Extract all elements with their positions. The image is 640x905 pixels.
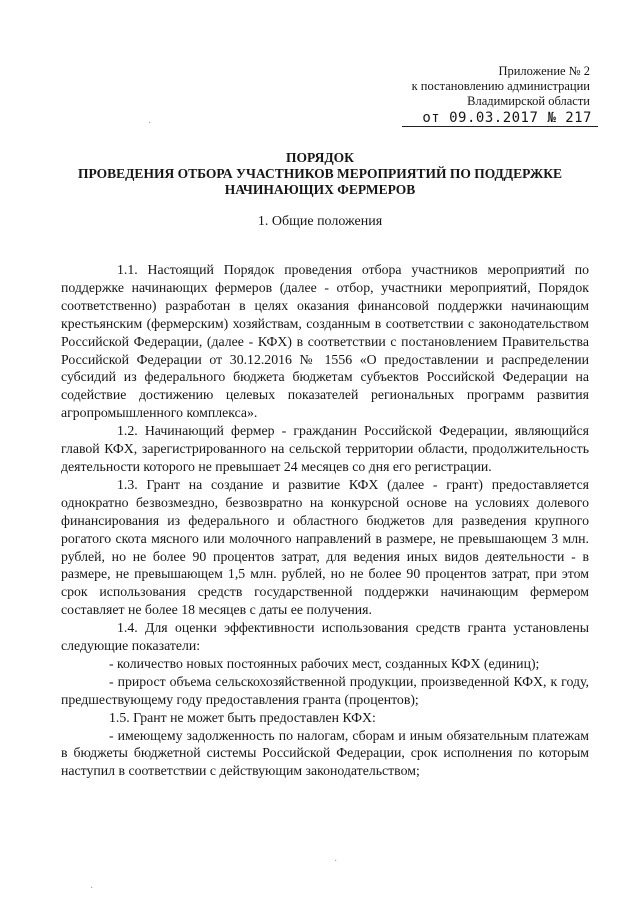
paragraph-1-3: 1.3. Грант на создание и развитие КФХ (далее - грант) предоставляется однократно безвозмездно, безвозвратно на конкурсной основе на условиях долевого финансирования из федерального и областного бюджетов для разведения крупного рогатого скота мясного или молочного направлений в размере, не превышающем 3 млн. рублей, но не более 90 процентов затрат, для ведения иных видов деятельности - в размере, не превышающем 1,5 млн. рублей, но не более 90 процентов затрат, при этом срок использования средств государственной поддержки начинающим фермером составляет не более 18 месяцев с даты ее получения. — [61, 476, 589, 618]
paragraph-1-1: 1.1. Настоящий Порядок проведения отбора участников мероприятий по поддержке начинающих фермеров (далее - отбор, участники мероприятий, Порядок соответственно) разработан в целях оказания финансовой поддержки начинающим крестьянским (фермерским) хозяйствам, созданным в соответствии с законодательством Российской Федерации, (далее - КФХ) в соответствии с постановлением Правительства Российской Федерации от 30.12.2016 № 1556 «О предоставлении и распределении субсидий из федерального бюджета бюджетам субъектов Российской Федерации на содействие достижению целевых показателей региональных программ развития агропромышленного комплекса». — [61, 262, 589, 421]
scan-speck: · — [334, 856, 338, 867]
paragraph-1-5: 1.5. Грант не может быть предоставлен КФХ: — [109, 709, 376, 725]
title-line-2: ПРОВЕДЕНИЯ ОТБОРА УЧАСТНИКОВ МЕРОПРИЯТИЙ ПО ПОДДЕРЖКЕ — [77, 166, 563, 181]
document-body — [61, 261, 589, 780]
annex-region: Владимирской области — [467, 94, 590, 108]
section-heading: 1. Общие положения — [257, 214, 383, 229]
annex-date: от 09.03.2017 № 217 — [402, 110, 598, 127]
document-title — [60, 150, 580, 198]
list-item: - прирост объема сельскохозяйственной продукции, произведенной КФХ, к году, предшествующему году предоставления гранта (процентов); — [61, 673, 589, 707]
scan-speck: · — [148, 118, 152, 129]
list-item: - количество новых постоянных рабочих мест, созданных КФХ (единиц); — [109, 655, 540, 671]
paragraph-1-2: 1.2. Начинающий фермер - гражданин Российской Федерации, являющийся главой КФХ, зарегистрированного на сельской территории области, продолжительность деятельности которого не превышает 24 месяцев со дня его регистрации. — [61, 423, 589, 474]
paragraph-1-4: 1.4. Для оценки эффективности использования средств гранта установлены следующие показатели: — [61, 620, 589, 654]
title-line-1: ПОРЯДОК — [286, 150, 354, 165]
annex-block — [412, 64, 590, 109]
list-item: - имеющему задолженность по налогам, сборам и иным обязательным платежам в бюджеты бюджетной системы Российской Федерации, срок исполнения по которым наступил в соответствии с действующим законодательством; — [61, 727, 589, 779]
title-line-3: НАЧИНАЮЩИХ ФЕРМЕРОВ — [224, 182, 416, 197]
annex-number: Приложение № 2 — [498, 64, 590, 78]
scan-speck: · — [90, 883, 94, 894]
annex-reference: к постановлению администрации — [411, 79, 590, 93]
